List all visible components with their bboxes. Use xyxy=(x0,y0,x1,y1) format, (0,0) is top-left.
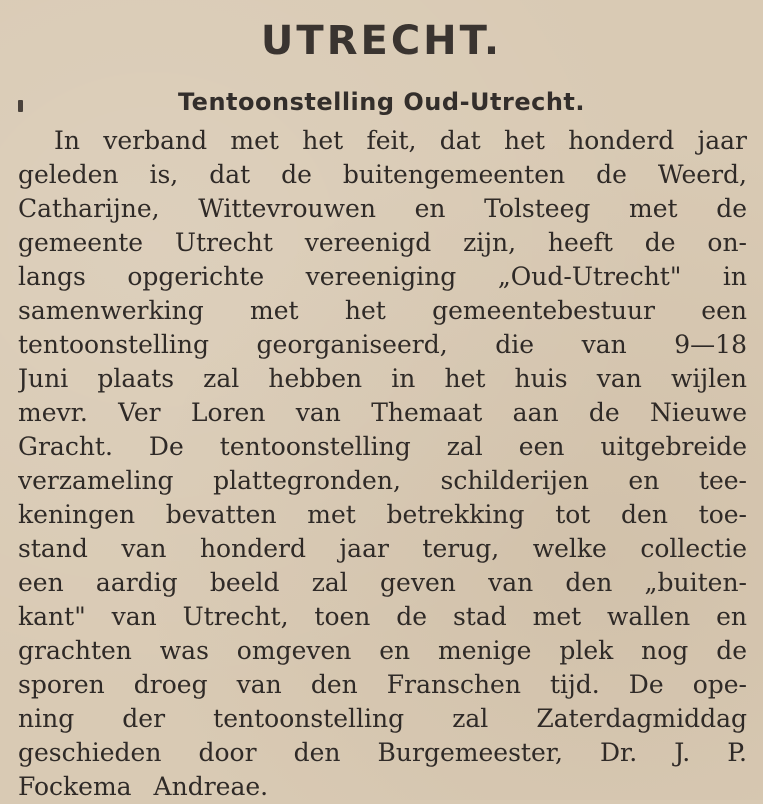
article-line: Fockema Andreae. xyxy=(18,772,269,801)
article-line: stand van honderd jaar terug, welke collectie xyxy=(18,534,747,563)
article-line: mevr. Ver Loren van Themaat aan de Nieuwe xyxy=(18,398,747,427)
article-line: In verband met het feit, dat het honderd jaar xyxy=(54,126,747,155)
article-line: keningen bevatten met betrekking tot den toe- xyxy=(18,500,747,529)
article-line: geschieden door den Burgemeester, Dr. J. P. xyxy=(18,738,747,767)
section-heading: UTRECHT. xyxy=(260,18,503,64)
article-line: kant" van Utrecht, toen de stad met wallen en xyxy=(18,602,747,631)
article-line: samenwerking met het gemeentebestuur een xyxy=(18,296,747,325)
article-line: Catharijne, Wittevrouwen en Tolsteeg met de xyxy=(18,194,747,223)
article-line: sporen droeg van den Franschen tijd. De ope- xyxy=(18,670,747,699)
article-line: Gracht. De tentoonstelling zal een uitgebreide xyxy=(18,432,747,461)
article-line: Juni plaats zal hebben in het huis van wijlen xyxy=(18,364,747,393)
article-line: langs opgerichte vereeniging „Oud-Utrecht" in xyxy=(18,262,747,291)
article-line: geleden is, dat de buitengemeenten de Weerd, xyxy=(18,160,747,189)
article-line: een aardig beeld zal geven van den „buiten- xyxy=(18,568,747,597)
article-body xyxy=(18,124,747,804)
article-line: ning der tentoonstelling zal Zaterdagmiddag xyxy=(18,704,747,733)
article-line: gemeente Utrecht vereenigd zijn, heeft de on- xyxy=(18,228,747,257)
article-line: grachten was omgeven en menige plek nog de xyxy=(18,636,747,665)
article-title: Tentoonstelling Oud-Utrecht. xyxy=(177,88,586,116)
article-line: verzameling plattegronden, schilderijen en tee- xyxy=(18,466,747,495)
article-line: tentoonstelling georganiseerd, die van 9—18 xyxy=(18,330,747,359)
